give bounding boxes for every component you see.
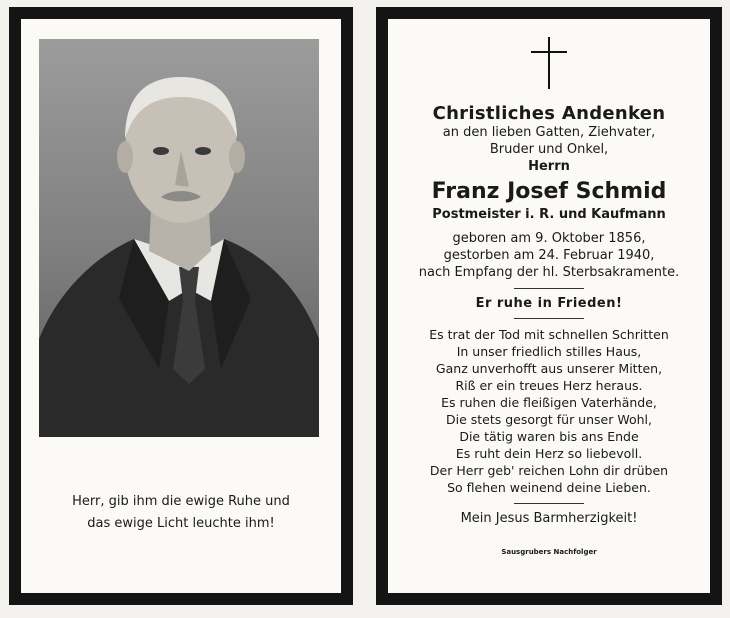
poem-line: Riß er ein treues Herz heraus. xyxy=(455,378,643,393)
poem-line: Die tätig waren bis ans Ende xyxy=(459,429,639,444)
poem-line: Der Herr geb' reichen Lohn dir drüben xyxy=(429,463,669,478)
poem xyxy=(388,326,710,496)
sacraments-line: nach Empfang der hl. Sterbsakramente. xyxy=(418,265,680,280)
prayer-line: das ewige Licht leuchte ihm! xyxy=(87,516,275,531)
prayer-text xyxy=(21,491,341,535)
dedication-line: an den lieben Gatten, Ziehvater, xyxy=(442,125,656,140)
dates-block xyxy=(388,230,710,281)
heading: Christliches Andenken xyxy=(432,103,666,124)
poem-line: So flehen weinend deine Lieben. xyxy=(447,480,651,495)
divider xyxy=(514,288,584,289)
rest-in-peace: Er ruhe in Frieden! xyxy=(475,296,623,311)
death-date: gestorben am 24. Februar 1940, xyxy=(443,248,655,263)
birth-date: geboren am 9. Oktober 1856, xyxy=(452,231,646,246)
right-card xyxy=(376,7,722,605)
poem-line: Es trat der Tod mit schnellen Schritten xyxy=(429,327,669,342)
poem-line: Es ruhen die fleißigen Vaterhände, xyxy=(441,395,657,410)
closing-prayer: Mein Jesus Barmherzigkeit! xyxy=(460,511,638,526)
poem-line: In unser friedlich stilles Haus, xyxy=(456,344,642,359)
right-card-inner xyxy=(388,19,710,593)
profession: Postmeister i. R. und Kaufmann xyxy=(432,207,666,222)
cross-icon xyxy=(529,37,569,89)
poem-line: Ganz unverhofft aus unserer Mitten, xyxy=(435,361,663,376)
memorial-text xyxy=(388,37,710,556)
deceased-name: Franz Josef Schmid xyxy=(431,179,667,204)
poem-line: Die stets gesorgt für unser Wohl, xyxy=(445,412,652,427)
divider xyxy=(514,503,584,504)
divider xyxy=(514,318,584,319)
prayer-line: Herr, gib ihm die ewige Ruhe und xyxy=(72,494,290,509)
dedication-line: Bruder und Onkel, xyxy=(489,142,609,157)
poem-line: Es ruht dein Herz so liebevoll. xyxy=(455,446,643,461)
herrn-label: Herrn xyxy=(528,159,570,174)
left-card xyxy=(9,7,353,605)
portrait-photo xyxy=(39,39,319,437)
printer-imprint: Sausgrubers Nachfolger xyxy=(501,548,597,556)
left-card-inner xyxy=(21,19,341,593)
